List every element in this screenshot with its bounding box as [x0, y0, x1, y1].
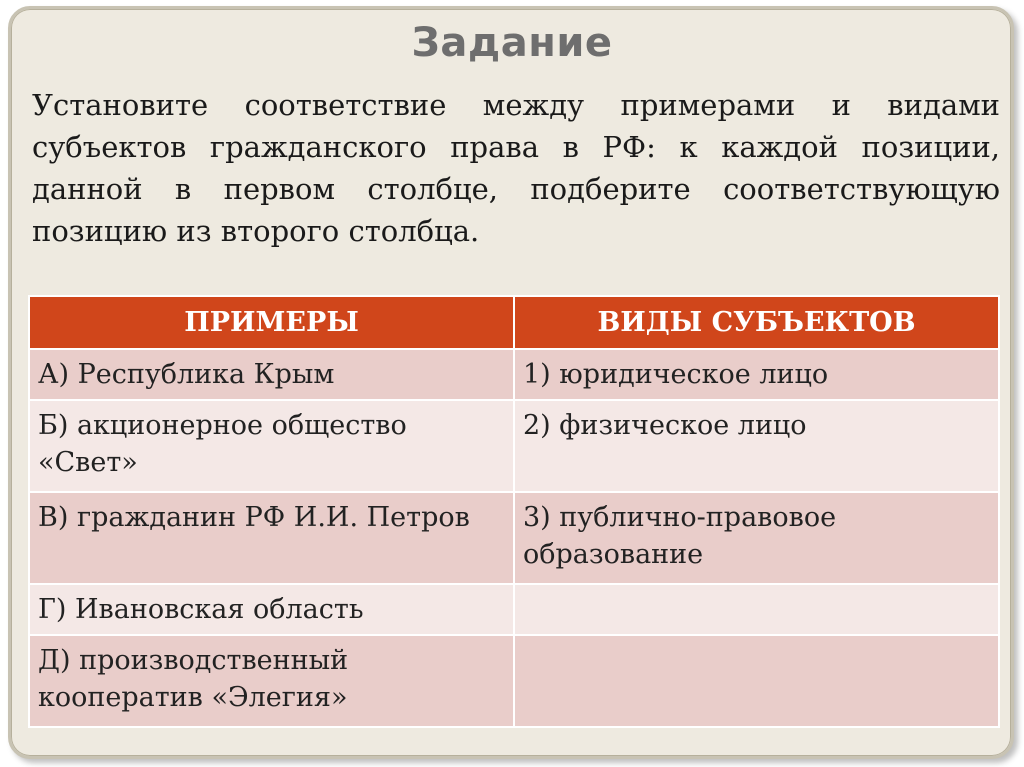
task-text: Установите соответствие между примерами и видами субъектов гражданского права в РФ: к каждой позиции, данной в первом столбце, подберите соответствующую позицию из второго столбца. — [32, 88, 1000, 248]
matching-table — [28, 295, 1000, 728]
subject-type-cell — [514, 635, 999, 727]
subject-type-cell — [514, 584, 999, 635]
subject-type-cell: 3) публично-правовое образование — [514, 492, 999, 584]
example-cell: А) Республика Крым — [29, 349, 514, 400]
slide-title: Задание — [411, 20, 613, 66]
subject-type-cell: 2) физическое лицо — [514, 400, 999, 492]
example-cell: Б) акционерное общество «Свет» — [29, 400, 514, 492]
table-header-row — [29, 296, 999, 349]
table-row — [29, 584, 999, 635]
example-cell: В) гражданин РФ И.И. Петров — [29, 492, 514, 584]
table-row — [29, 635, 999, 727]
table-row — [29, 400, 999, 492]
example-cell: Г) Ивановская область — [29, 584, 514, 635]
header-examples: ПРИМЕРЫ — [29, 296, 514, 349]
table-row — [29, 349, 999, 400]
example-cell: Д) производственный кооператив «Элегия» — [29, 635, 514, 727]
subject-type-cell: 1) юридическое лицо — [514, 349, 999, 400]
header-subject-types: ВИДЫ СУБЪЕКТОВ — [514, 296, 999, 349]
table-row — [29, 492, 999, 584]
